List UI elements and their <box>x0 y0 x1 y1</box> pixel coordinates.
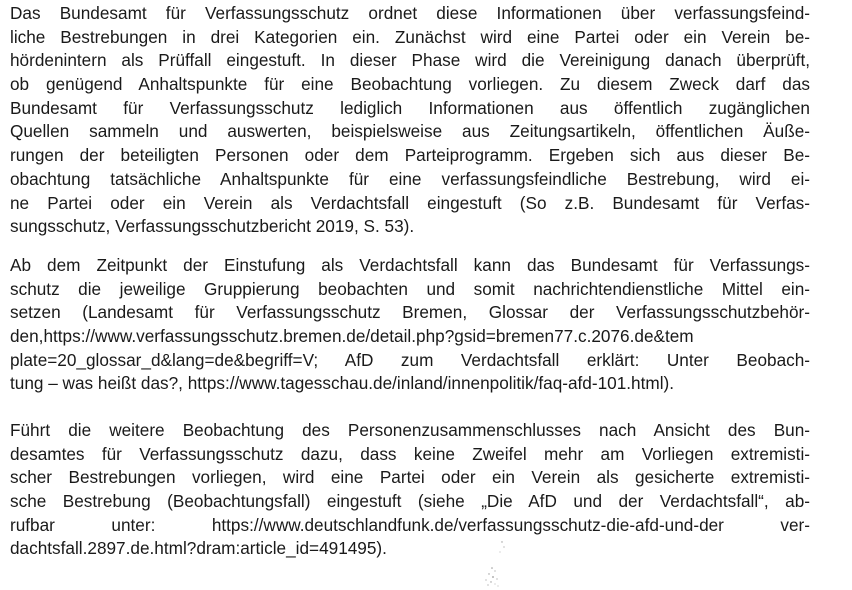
text-line: scher Bestrebungen vorliegen, wird eine Partei oder ein Verein als gesicherte extremisti- <box>10 467 810 488</box>
text-line: liche Bestrebungen in drei Kategorien ein. Zunächst wird eine Partei oder ein Verein be- <box>10 26 810 47</box>
text-line: tung – was heißt das?, https://www.tagesschau.de/inland/innenpolitik/faq-afd-101.html). <box>10 373 675 394</box>
text-line: Führt die weitere Beobachtung des Personenzusammenschlusses nach Ansicht des Bun- <box>10 420 810 440</box>
text-line: dachtsfall.2897.de.html?dram:article_id=491495). <box>10 538 387 559</box>
text-line: sche Bestrebung (Beobachtungsfall) eingestuft (siehe „Die AfD und der Verdachtsfall“, ab- <box>10 491 810 512</box>
text-line: plate=20_glossar_d&lang=de&begriff=V; AfD zum Verdachtsfall erklärt: Unter Beobach- <box>10 349 810 370</box>
text-line: Das Bundesamt für Verfassungsschutz ordnet diese Informationen über verfassungsfeind- <box>10 3 810 23</box>
paragraph-categories <box>10 2 810 239</box>
text-line: schutz die jeweilige Gruppierung beobachten und somit nachrichtendienstliche Mittel ein- <box>10 278 810 299</box>
text-line: rufbar unter: https://www.deutschlandfunk.de/verfassungsschutz-die-afd-und-der ver- <box>10 514 810 535</box>
text-line: desamtes für Verfassungsschutz dazu, dass keine Zweifel mehr am Vorliegen extremisti- <box>10 443 810 464</box>
paragraph-beobachtungsfall <box>10 419 810 561</box>
text-line: ne Partei oder ein Verein als Verdachtsfall eingestuft (So z.B. Bundesamt für Verfas- <box>10 192 810 213</box>
text-line: Bundesamt für Verfassungsschutz lediglich Informationen aus öffentlich zugänglichen <box>10 97 810 118</box>
text-line: sungsschutz, Verfassungsschutzbericht 2019, S. 53). <box>10 216 415 237</box>
scan-noise-speck <box>478 538 508 588</box>
text-line: obachtung tatsächliche Anhaltspunkte für eine verfassungsfeindliche Bestrebung, wird ei- <box>10 168 810 189</box>
text-line: ob genügend Anhaltspunkte für eine Beobachtung vorliegen. Zu diesem Zweck darf das <box>10 74 810 95</box>
paragraph-verdachtsfall <box>10 254 810 396</box>
text-line: hördenintern als Prüffall eingestuft. In dieser Phase wird die Vereinigung danach überprüft, <box>10 50 810 71</box>
text-line: rungen der beteiligten Personen oder dem Parteiprogramm. Ergeben sich aus dieser Be- <box>10 145 810 166</box>
text-line: den,https://www.verfassungsschutz.bremen.de/detail.php?gsid=bremen77.c.2076.de&tem <box>10 326 694 347</box>
text-line: Quellen sammeln und auswerten, beispielsweise aus Zeitungsartikeln, öffentlichen Äuße- <box>10 121 810 142</box>
text-line: setzen (Landesamt für Verfassungsschutz Bremen, Glossar der Verfassungsschutzbehör- <box>10 302 810 323</box>
text-line: Ab dem Zeitpunkt der Einstufung als Verdachtsfall kann das Bundesamt für Verfassungs- <box>10 255 810 275</box>
